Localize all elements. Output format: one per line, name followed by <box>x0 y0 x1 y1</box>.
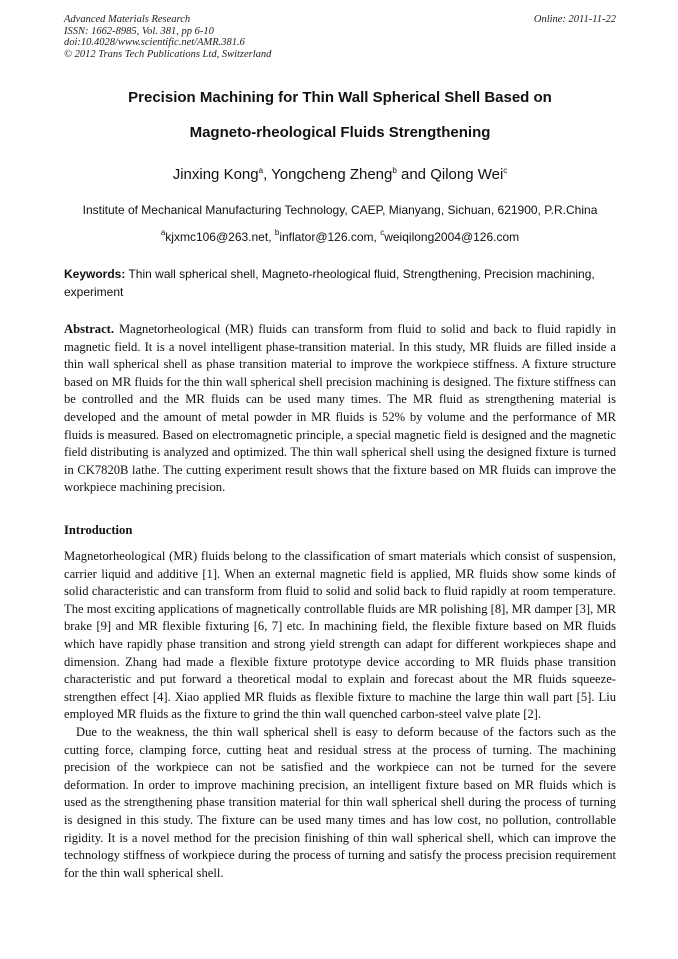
abstract <box>64 321 616 497</box>
email-separator: , <box>268 230 275 244</box>
copyright: © 2012 Trans Tech Publications Ltd, Switzerland <box>64 48 272 60</box>
abstract-text: Magnetorheological (MR) fluids can transform from fluid to solid and back to fluid rapidly in magnetic field. It is a novel intelligent phase-transition material. In this study, MR fluids are filled inside a thin wall spherical shell as phase transition material to improve the workpiece stiffness. A fixture structure based on MR fluids for the thin wall spherical shell precision machining is designed. The fixture stiffness can be controlled and the MR fluids can be used many times. The MR fluid as strengthening material is developed and the amount of metal powder in MR fluids is 52% by volume and the performance of MR fluids is measured. Based on electromagnetic principle, a special magnetic field is designed and the magnetic field distributing is analyzed and optimized. The thin wall spherical shell using the designed fixture is turned in CK7820B lathe. The cutting experiment result shows that the fixture based on MR fluids can improve the workpiece machining precision. <box>64 322 616 495</box>
author-sup: a <box>258 166 264 175</box>
section-heading-introduction: Introduction <box>64 523 133 537</box>
email-sup: a <box>160 228 166 237</box>
issn: ISSN: 1662-8985, Vol. 381, pp 6-10 <box>64 25 214 37</box>
abstract-label: Abstract. <box>64 322 115 336</box>
doi: doi:10.4028/www.scientific.net/AMR.381.6 <box>64 37 245 49</box>
email-sup: b <box>274 228 280 237</box>
introduction-paragraph-1: Magnetorheological (MR) fluids belong to the classification of smart materials which consist of suspension, carrier liquid and additive [1]. When an external magnetic field is applied, MR fluids show some kinds of solid characteristic and can transform from fluid to solid and solid back to fluid rapidly at room temperature. The most exciting applications of magnetically controllable fluids are MR polishing [8], MR damper [3], MR brake [9] and MR flexible fixturing [6, 7] etc. In machining field, the flexible fixture based on MR fluids which have rapidly phase transition and strong yield strength can adapt for different workpieces shape and dimension. Zhang had made a flexible fixture prototype device according to MR fluids phase transition characteristic and put forward a theoretical modal to explain and forecast about the MR fluids squeeze-strengthen effect [4]. Xiao applied MR fluids as flexible fixture to machine the large thin wall part [5]. Liu employed MR fluids as the fixture to grind the thin wall quenched carbon-steel valve plate [2]. <box>64 549 616 722</box>
paper-title-line2: Magneto-rheological Fluids Strengthening <box>189 124 491 141</box>
author-sup: c <box>503 166 508 175</box>
author-separator: and <box>396 166 431 183</box>
author-list <box>64 166 616 183</box>
journal-header <box>64 14 616 60</box>
author-sup: b <box>392 166 397 175</box>
email-address: weiqilong2004@126.com <box>384 230 520 244</box>
keywords <box>64 265 616 301</box>
introduction-paragraph-2: Due to the weakness, the thin wall spherical shell is easy to deform because of the factors such as the cutting force, clamping force, cutting heat and residual stress at the process of turning. The machining precision of the workpiece can not be satisfied and the workpiece can not be turned for the severe deformation. In order to improve machining precision, an intelligent fixture based on MR fluids which is used as the strengthening phase transition material for thin wall spherical shell during the process of turning is designed in this study. The fixture can be used many times and has low cost, no pollution, controllable rigidity. It is a novel method for the precision finishing of thin wall spherical shell, which can improve the technology stiffness of workpiece during the process of turning and satisfy the process precision requirement for the thin wall spherical shell. <box>64 724 616 880</box>
email-address: kjxmc106@263.net <box>165 230 269 244</box>
paper-title-line1: Precision Machining for Thin Wall Spherical Shell Based on <box>128 89 552 106</box>
author-separator: , <box>263 166 272 183</box>
journal-name: Advanced Materials Research <box>64 14 191 25</box>
author-name: Jinxing Kong <box>172 166 259 183</box>
introduction-body <box>64 548 616 882</box>
affiliation: Institute of Mechanical Manufacturing Technology, CAEP, Mianyang, Sichuan, 621900, P.R.China <box>82 203 598 217</box>
author-name: Qilong Wei <box>430 166 504 183</box>
online-date: Online: 2011-11-22 <box>533 14 616 25</box>
email-sup: c <box>380 228 385 237</box>
keywords-label: Keywords: <box>64 267 126 281</box>
keywords-text: Thin wall spherical shell, Magneto-rheological fluid, Strengthening, Precision machining, experiment <box>64 267 595 299</box>
email-separator: , <box>373 230 381 244</box>
email-address: inflator@126.com <box>279 230 374 244</box>
email-list <box>64 228 616 244</box>
author-name: Yongcheng Zheng <box>271 166 393 183</box>
